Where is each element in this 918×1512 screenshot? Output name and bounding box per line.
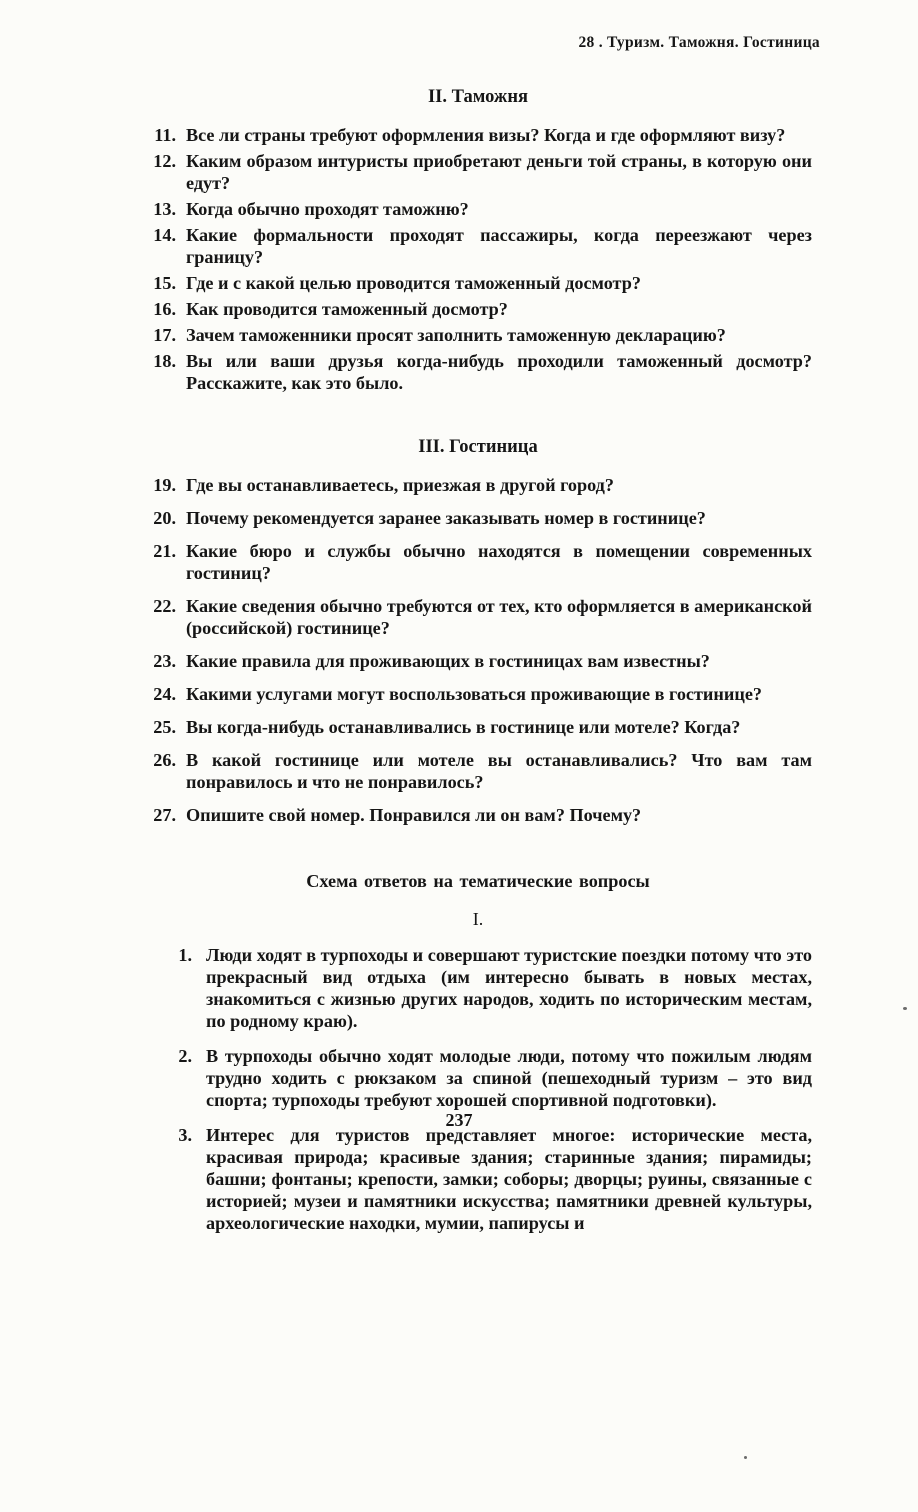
item-text: Как проводится таможенный досмотр? [186,299,508,319]
answer-item [160,1124,812,1234]
item-number: 15. [153,273,176,293]
item-text: В какой гостинице или мотеле вы останавливались? Что вам там понравилось и что не понравилось? [186,750,812,792]
question-item [144,474,812,496]
question-item [144,749,812,793]
item-text: Вы или ваши друзья когда-нибудь проходили таможенный досмотр? Расскажите, как это было. [186,351,812,393]
item-number: 22. [153,596,176,616]
item-text: Какими услугами могут воспользоваться проживающие в гостинице? [186,684,763,704]
item-number: 17. [153,325,176,345]
question-item [144,804,812,826]
item-number: 18. [153,351,176,371]
question-item [144,198,812,220]
item-text: Опишите свой номер. Понравился ли он вам? Почему? [186,805,642,825]
item-number: 3. [178,1125,192,1145]
answers-subsection-label: I. [472,909,484,929]
item-text: Каким образом интуристы приобретают деньги той страны, в которую они едут? [186,151,812,193]
item-text: Когда обычно проходят таможню? [186,199,469,219]
question-item [144,350,812,394]
item-text: Почему рекомендуется заранее заказывать номер в гостинице? [186,508,706,528]
question-item [144,507,812,529]
item-number: 27. [153,805,176,825]
question-item [144,224,812,268]
item-text: Где и с какой целью проводится таможенный досмотр? [186,273,641,293]
item-text: Какие бюро и службы обычно находятся в помещении современных гостиниц? [186,541,812,583]
item-number: 11. [154,125,176,145]
question-item [144,124,812,146]
question-item [144,595,812,639]
item-number: 16. [153,299,176,319]
question-item [144,272,812,294]
question-item [144,150,812,194]
page-number: 237 [445,1110,473,1130]
item-number: 14. [153,225,176,245]
scan-artifact [744,1456,747,1459]
item-number: 23. [153,651,176,671]
item-text: В турпоходы обычно ходят молодые люди, потому что пожилым людям трудно ходить с рюкзаком за спиной (пешеходный туризм – это вид спорта; турпоходы требуют хорошей спортивной подготовки). [206,1046,812,1110]
item-text: Какие формальности проходят пассажиры, когда переезжают через границу? [186,225,812,267]
customs-question-list [144,124,812,394]
item-text: Какие правила для проживающих в гостиницах вам известны? [186,651,710,671]
item-number: 13. [153,199,176,219]
item-number: 2. [178,1046,192,1066]
section-title-hotel: III. Гостиница [418,437,538,457]
question-item [144,650,812,672]
item-number: 26. [153,750,176,770]
question-item [144,324,812,346]
running-header: 28 . Туризм. Таможня. Гостиница [578,34,820,51]
question-item [144,298,812,320]
item-number: 21. [153,541,176,561]
item-number: 25. [153,717,176,737]
item-text: Интерес для туристов представляет многое: исторические места, красивая природа; красивые здания; старинные здания; пирамиды; башни; фонтаны; крепости, замки; соборы; дворцы; руины, связанные с историей; музеи и памятники искусства; памятники древней культуры, археологические находки, мумии, папирусы и [206,1125,812,1233]
answers-list [144,944,812,1234]
item-text: Вы когда-нибудь останавливались в гостинице или мотеле? Когда? [186,717,741,737]
item-text: Люди ходят в турпоходы и совершают туристские поездки потому что это прекрасный вид отдыха (им интересно бывать в новых местах, знакомиться с жизнью других народов, ходить по историческим местам, по родному краю). [206,945,812,1031]
answer-item [160,944,812,1032]
item-text: Где вы останавливаетесь, приезжая в другой город? [186,475,614,495]
item-number: 20. [153,508,176,528]
item-number: 12. [153,151,176,171]
item-text: Какие сведения обычно требуются от тех, кто оформляется в американской (российской) гостинице? [186,596,812,638]
hotel-question-list [144,474,812,826]
question-item [144,683,812,705]
item-text: Все ли страны требуют оформления визы? Когда и где оформляют визу? [186,125,786,145]
answer-item [160,1045,812,1111]
scan-artifact [903,1007,907,1010]
item-number: 1. [178,945,192,965]
page-content [144,86,812,1247]
question-item [144,540,812,584]
item-number: 19. [153,475,176,495]
section-title-customs: II. Таможня [427,87,528,107]
question-item [144,716,812,738]
answers-section-title: Схема ответов на тематические вопросы [306,871,650,891]
item-number: 24. [153,684,176,704]
item-text: Зачем таможенники просят заполнить таможенную декларацию? [186,325,726,345]
